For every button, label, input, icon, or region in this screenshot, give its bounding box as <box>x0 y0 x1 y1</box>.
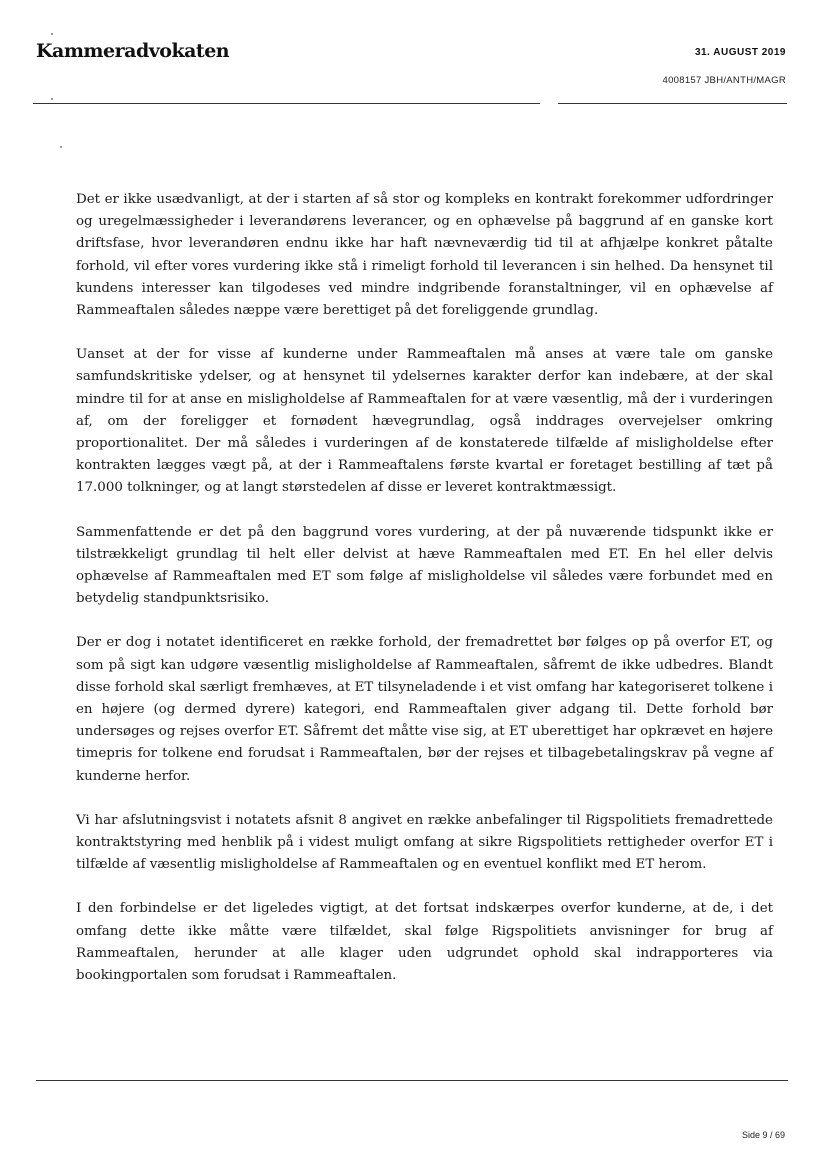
body-paragraph-6: I den forbindelse er det ligeledes vigtigt, at det fortsat indskærpes overfor kunderne, at de, i det omfang dette ikke måtte være tilfældet, skal følge Rigspolitiets anvisninger for brug af Rammeaftalen, herunder at alle klager uden udgrundet ophold skal indrapporteres via bookingportalen som forudsat i Rammeaftalen. <box>76 901 773 984</box>
scan-speck <box>51 33 53 35</box>
document-body <box>76 189 773 1009</box>
body-paragraph-5: Vi har afslutningsvist i notatets afsnit 8 angivet en række anbefalinger til Rigspolitiets fremadrettede kontraktstyring med henblik på i videst muligt omfang at sikre Rigspolitiets rettigheder overfor ET i tilfælde af væsentlig misligholdelse af Rammeaftalen og en eventuel konflikt med ET herom. <box>76 812 773 873</box>
page-number: Side 9 / 69 <box>741 1130 785 1140</box>
scan-speck <box>51 98 53 100</box>
scan-speck <box>60 146 62 148</box>
document-date: 31. AUGUST 2019 <box>694 47 786 58</box>
header-rule-right <box>558 103 787 104</box>
logo: Kammeradvokaten <box>36 40 230 62</box>
body-paragraph-1: Det er ikke usædvanligt, at der i starten af så stor og kompleks en kontrakt forekommer udfordringer og uregelmæssigheder i leverandørens leverancer, og en ophævelse på baggrund af en ganske kort driftsfase, hvor leverandøren endnu ikke har haft nævneværdig tid til at afhjælpe konkret påtalte forhold, vil efter vores vurdering ikke stå i rimeligt forhold til leverancen i sin helhed. Da hensynet til kundens interesser kan tilgodeses ved mindre indgribende foranstaltninger, vil en ophævelse af Rammeaftalen således næppe være berettiget på det foreliggende grundlag. <box>76 192 773 319</box>
body-paragraph-3: Sammenfattende er det på den baggrund vores vurdering, at der på nuværende tidspunkt ikke er tilstrækkeligt grundlag til helt eller delvist at hæve Rammeaftalen med ET. En hel eller delvis ophævelse af Rammeaftalen med ET som følge af misligholdelse vil således være forbundet med en betydelig standpunktsrisiko. <box>76 524 773 607</box>
body-paragraph-2: Uanset at der for visse af kunderne under Rammeaftalen må anses at være tale om ganske samfundskritiske ydelser, og at hensynet til ydelsernes karakter derfor kan indebære, at der skal mindre til for at anse en misligholdelse af Rammeaftalen for at være væsentlig, må der i vurderingen af, om der foreligger et fornødent hævegrundlag, også inddrages overvejelser omkring proportionalitet. Der må således i vurderingen af de konstaterede tilfælde af misligholdelse efter kontrakten lægges vægt på, at der i Rammeaftalens første kvartal er foretaget bestilling af tæt på 17.000 tolkninger, og at langt størstedelen af disse er leveret kontraktmæssigt. <box>76 347 773 496</box>
header-rule-left <box>33 103 540 104</box>
footer-rule <box>36 1080 788 1081</box>
document-reference: 4008157 JBH/ANTH/MAGR <box>662 75 786 86</box>
body-paragraph-4: Der er dog i notatet identificeret en række forhold, der fremadrettet bør følges op på overfor ET, og som på sigt kan udgøre væsentlig misligholdelse af Rammeaftalen, såfremt de ikke udbedres. Blandt disse forhold skal særligt fremhæves, at ET tilsyneladende i et vist omfang har kategoriseret tolkene i en højere (og dermed dyrere) kategori, end Rammeaftalen giver adgang til. Dette forhold bør undersøges og rejses overfor ET. Såfremt det måtte vise sig, at ET uberettiget har opkrævet en højere timepris for tolkene end forudsat i Rammeaftalen, bør der rejses et tilbagebetalingskrav på vegne af kunderne herfor. <box>76 635 773 784</box>
